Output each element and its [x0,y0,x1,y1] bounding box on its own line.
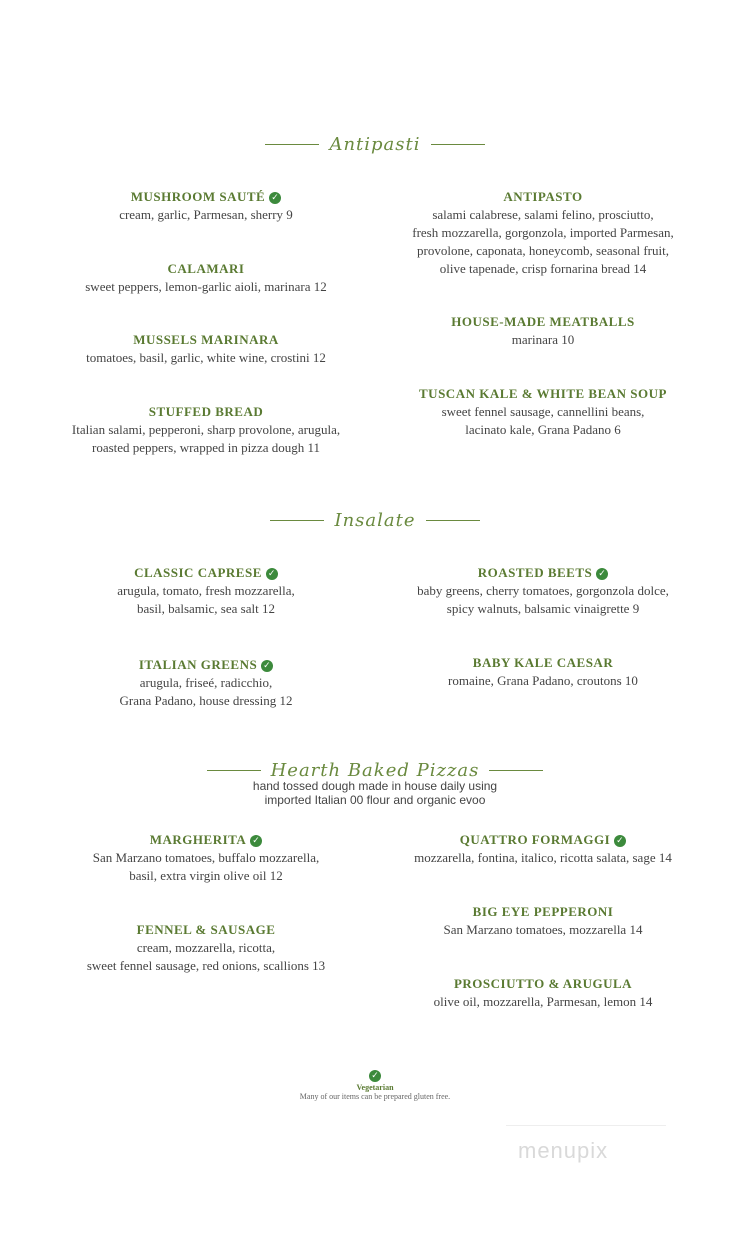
menu-item-title: TUSCAN KALE & WHITE BEAN SOUP [419,386,667,401]
menu-item-title: ANTIPASTO [503,189,583,204]
check-icon: ✓ [263,661,272,671]
menu-item-name [16,188,396,206]
divider [489,770,543,771]
menu-item-title: ITALIAN GREENS [138,657,258,672]
divider [265,144,319,145]
menu-item [16,564,396,618]
check-icon: ✓ [267,569,276,579]
menu-item-description: cream, mozzarella, ricotta, [136,940,276,955]
menu-item-title: BIG EYE PEPPERONI [472,904,614,919]
menu-item-description: Grana Padano, house dressing 12 [119,693,293,708]
menu-item-description: romaine, Grana Padano, croutons 10 [448,673,638,688]
menu-item-description: provolone, caponata, honeycomb, seasonal fruit, [417,243,669,258]
section-header-pizzas [0,760,750,781]
divider [431,144,485,145]
menu-item-description: salami calabrese, salami felino, prosciutto, [432,207,654,222]
menu-item-description: marinara 10 [511,332,575,347]
divider [270,520,324,521]
menu-item [353,654,733,690]
menu-item-description: spicy walnuts, balsamic vinaigrette 9 [446,601,640,616]
legend-label: Vegetarian [356,1083,394,1092]
legend-note: Many of our items can be prepared gluten free. [299,1092,451,1101]
check-icon: ✓ [271,193,280,203]
menu-item-title: QUATTRO FORMAGGI [459,832,611,847]
menu-item-title: STUFFED BREAD [148,404,264,419]
menu-item [16,403,396,457]
menu-item-name [16,656,396,674]
check-icon: ✓ [252,836,261,846]
section-title-pizzas: Hearth Baked Pizzas [270,760,480,781]
section-title-insalate: Insalate [334,510,416,531]
menu-item-description: arugula, tomato, fresh mozzarella, [117,583,295,598]
menu-item [353,564,733,618]
check-icon: ✓ [616,836,625,846]
menu-item-description: roasted peppers, wrapped in pizza dough 11 [91,440,321,455]
divider [426,520,480,521]
pizza-subtitle [0,779,750,807]
menu-item-title: FENNEL & SAUSAGE [136,922,276,937]
menu-item-title: CALAMARI [167,261,245,276]
menu-item-name [353,975,733,993]
divider [207,770,261,771]
menu-item-title: PROSCIUTTO & ARUGULA [453,976,633,991]
menu-item-description: San Marzano tomatoes, mozzarella 14 [443,922,643,937]
menu-item-title: MUSHROOM SAUTÉ [130,189,266,204]
menu-item-description: basil, extra virgin olive oil 12 [129,868,283,883]
menu-item [353,385,733,439]
menu-item-name [16,921,396,939]
menu-item [16,331,396,367]
menu-item-description: olive tapenade, crisp fornarina bread 14 [439,261,647,276]
menu-item-description: baby greens, cherry tomatoes, gorgonzola dolce, [417,583,669,598]
menu-item-title: MARGHERITA [149,832,247,847]
menu-item-title: CLASSIC CAPRESE [134,565,262,580]
menu-item [16,921,396,975]
menu-item-description: mozzarella, fontina, italico, ricotta salata, sage 14 [414,850,672,865]
menu-item-name [353,564,733,582]
menu-item [353,975,733,1011]
menu-item-name [353,313,733,331]
menu-item-name [353,903,733,921]
menu-item [353,903,733,939]
menu-item-title: BABY KALE CAESAR [472,655,614,670]
menu-item-description: arugula, friseé, radicchio, [139,675,273,690]
menu-item-description: Italian salami, pepperoni, sharp provolone, arugula, [71,422,341,437]
menu-item-description: fresh mozzarella, gorgonzola, imported Parmesan, [412,225,674,240]
pizza-subtitle-line: imported Italian 00 flour and organic evoo [264,793,486,807]
menu-item-description: olive oil, mozzarella, Parmesan, lemon 14 [433,994,653,1009]
menu-item [353,831,733,867]
menu-item-name [16,260,396,278]
vegetarian-legend [0,1064,750,1101]
menu-item [16,831,396,885]
menu-item-description: San Marzano tomatoes, buffalo mozzarella, [92,850,320,865]
menu-item-description: sweet fennel sausage, red onions, scallions 13 [86,958,326,973]
menu-item-title: HOUSE-MADE MEATBALLS [451,314,635,329]
menu-item-description: sweet fennel sausage, cannellini beans, [441,404,645,419]
section-title-antipasti: Antipasti [329,134,421,155]
pizza-subtitle-line: hand tossed dough made in house daily using [252,779,498,793]
menu-item-name [353,188,733,206]
section-header-insalate [0,510,750,531]
menu-item-name [16,564,396,582]
menu-item-description: lacinato kale, Grana Padano 6 [465,422,621,437]
menu-item-name [353,654,733,672]
menu-item-description: cream, garlic, Parmesan, sherry 9 [119,207,293,222]
menu-item-description: basil, balsamic, sea salt 12 [137,601,275,616]
menu-item-name [353,385,733,403]
menu-item-description: sweet peppers, lemon-garlic aioli, marinara 12 [85,279,327,294]
menu-item-description: tomatoes, basil, garlic, white wine, crostini 12 [86,350,326,365]
menu-item [353,313,733,349]
menu-item [353,188,733,278]
check-icon: ✓ [598,569,607,579]
menu-item-name [16,331,396,349]
menu-item [16,260,396,296]
menu-item [16,656,396,710]
menu-item-title: MUSSELS MARINARA [133,332,279,347]
menu-item-name [16,831,396,849]
menu-item [16,188,396,224]
menu-item-name [353,831,733,849]
section-header-antipasti [0,134,750,155]
menu-item-title: ROASTED BEETS [477,565,593,580]
watermark: menupix [518,1138,609,1163]
check-icon: ✓ [369,1070,381,1082]
menu-item-name [16,403,396,421]
